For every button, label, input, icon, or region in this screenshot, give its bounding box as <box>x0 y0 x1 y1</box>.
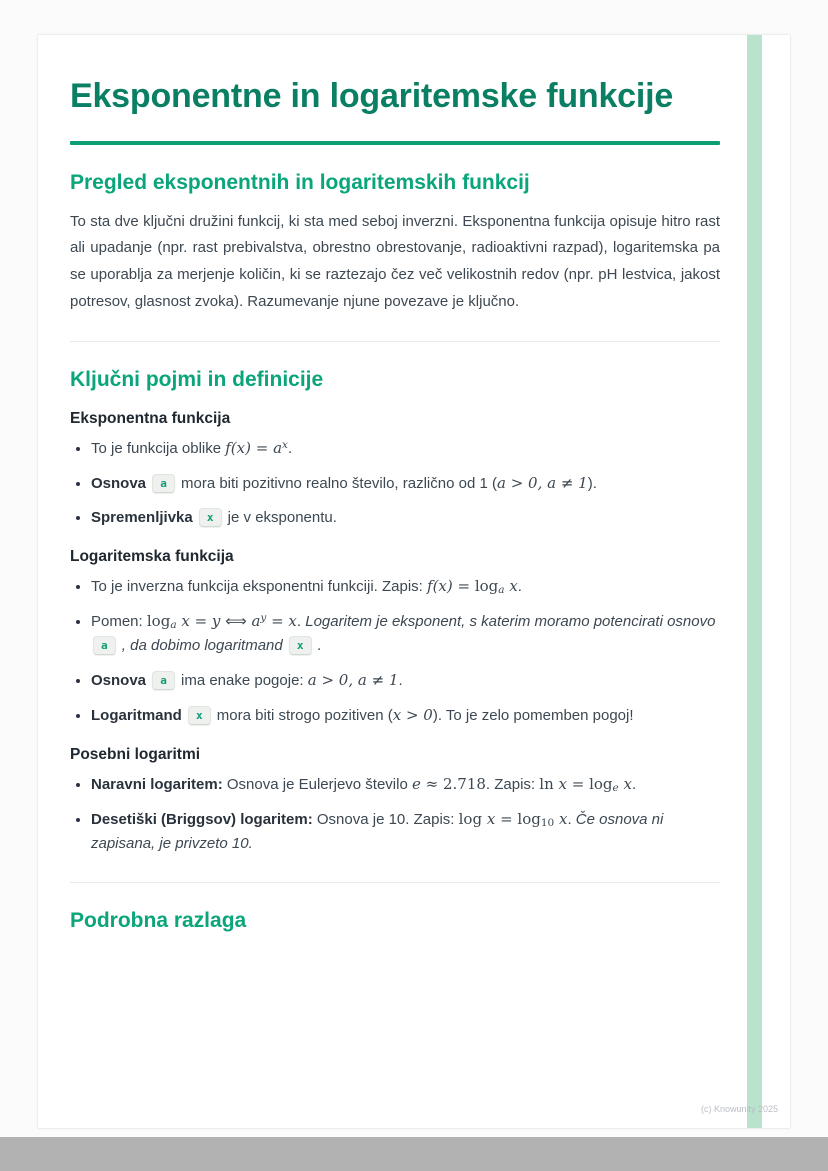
text-segment: Osnova je Eulerjevo število <box>222 776 412 794</box>
text-segment: f(x) = <box>427 577 475 596</box>
section-heading-next: Podrobna razlaga <box>70 909 247 933</box>
text-segment: To je inverzna funkcija eksponentni funkciji. Zapis: <box>91 578 428 596</box>
document-page <box>38 35 790 1128</box>
text-segment: Logaritem je eksponent, s katerim moramo potencirati osnovo <box>305 613 716 631</box>
inline-code-badge: x <box>199 508 222 527</box>
inline-code-badge: a <box>152 671 175 690</box>
page-gap-band <box>0 1137 828 1171</box>
page-content <box>38 35 790 933</box>
text-segment: ). To je zelo pomemben pogoj! <box>432 707 634 725</box>
text-segment: mora biti strogo pozitiven ( <box>212 707 393 725</box>
text-segment: x <box>486 810 496 829</box>
bullet-item <box>91 772 720 797</box>
section-divider <box>70 341 720 342</box>
text-segment: x = y <box>176 612 226 631</box>
bullet-item <box>91 506 720 530</box>
text-segment: . <box>398 672 403 690</box>
text-segment: Logaritmand <box>91 707 182 725</box>
text-segment: . <box>567 811 576 829</box>
text-segment <box>146 475 150 492</box>
text-segment: ). <box>587 475 597 493</box>
text-segment: a > 0, a ≠ 1 <box>496 474 588 493</box>
text-segment: Osnova <box>91 672 147 690</box>
text-segment: To je funkcija oblike <box>91 440 226 458</box>
text-segment: x <box>618 775 632 794</box>
title-underline <box>70 141 720 145</box>
text-segment: log <box>146 612 171 631</box>
text-segment: , da dobimo logaritmand <box>117 637 287 655</box>
text-segment: f(x) = a <box>225 439 283 458</box>
text-segment: e <box>411 775 421 794</box>
math-subscript: e <box>612 782 619 795</box>
text-segment: Osnova je 10. Zapis: <box>312 811 459 829</box>
copyright-note: (c) Knowunity 2025 <box>700 1104 778 1114</box>
math-superscript: y <box>260 612 267 625</box>
text-segment: je v eksponentu. <box>223 509 337 527</box>
section-heading-overview: Pregled eksponentnih in logaritemskih funkcij <box>70 170 530 194</box>
text-segment <box>182 707 186 724</box>
text-segment: = log <box>495 810 541 829</box>
concept-groups <box>70 410 720 856</box>
text-segment: . <box>296 613 306 631</box>
inline-code-badge: x <box>188 706 211 725</box>
text-segment: Pomen: <box>91 613 147 631</box>
bullet-item <box>91 668 720 693</box>
text-segment: ima enake pogoje: <box>176 672 308 690</box>
math-subscript: a <box>498 584 505 597</box>
inline-code-badge: x <box>289 636 312 655</box>
text-segment: x <box>554 810 568 829</box>
text-segment: = x <box>266 612 297 631</box>
subsection-heading: Eksponentna funkcija <box>70 410 231 428</box>
overview-paragraph: To sta dve ključni družini funkcij, ki sta med seboj inverzni. Eksponentna funkcija opisuje hitro rast ali upadanje (npr. rast prebivalstva, obrestno obrestovanje, radioaktivni razpad), logaritemska pa se uporablja za merjenje količin, ki se raztezajo čez več velikostnih redov (npr. pH lestvica, jakost potresov, glasnost zvoka). Razumevanje njune povezave je ključno. <box>70 212 720 310</box>
text-segment: ⟺ <box>225 612 252 631</box>
math-subscript: a <box>170 619 177 632</box>
subsection-heading: Logaritemska funkcija <box>70 548 234 566</box>
text-segment: ln <box>539 775 559 794</box>
bullet-item <box>91 703 720 728</box>
subsection-heading: Posebni logaritmi <box>70 746 201 764</box>
text-segment: Desetiški (Briggsov) logaritem: <box>91 811 313 829</box>
bullet-list <box>70 436 720 530</box>
bullet-list <box>70 772 720 856</box>
document-title: Eksponentne in logaritemske funkcije <box>70 77 674 115</box>
text-segment: . <box>313 637 322 655</box>
bullet-item <box>91 807 720 856</box>
text-segment: Spremenljivka <box>91 509 193 527</box>
text-segment: Osnova <box>91 475 147 493</box>
math-superscript: x <box>282 439 288 452</box>
text-segment: . Zapis: <box>485 776 540 794</box>
bullet-item <box>91 471 720 496</box>
text-segment: . <box>287 440 293 458</box>
text-segment: x <box>558 775 567 794</box>
text-segment: log <box>458 810 487 829</box>
text-segment: a <box>251 612 261 631</box>
bullet-item <box>91 436 720 461</box>
text-segment: Naravni logaritem: <box>91 776 223 794</box>
inline-code-badge: a <box>93 636 116 655</box>
text-segment: x > 0 <box>392 706 433 725</box>
bullet-item <box>91 609 720 658</box>
inline-code-badge: a <box>152 474 175 493</box>
text-segment: . <box>517 578 522 596</box>
text-segment <box>193 509 197 526</box>
text-segment <box>146 672 150 689</box>
bullet-item <box>91 574 720 599</box>
text-segment: ≈ 2.718 <box>420 775 486 794</box>
text-segment: Če osnova ni zapisana, je privzeto 10. <box>91 811 664 853</box>
text-segment: a > 0, a ≠ 1 <box>307 671 399 690</box>
text-segment: log <box>474 577 499 596</box>
text-segment: mora biti pozitivno realno število, različno od 1 ( <box>176 475 497 493</box>
text-segment: . <box>631 776 637 794</box>
text-segment: x <box>504 577 518 596</box>
bullet-list <box>70 574 720 728</box>
text-segment: = log <box>566 775 613 794</box>
math-subscript: 10 <box>540 817 555 830</box>
section-heading-concepts: Ključni pojmi in definicije <box>70 368 324 392</box>
section-divider <box>70 882 720 883</box>
